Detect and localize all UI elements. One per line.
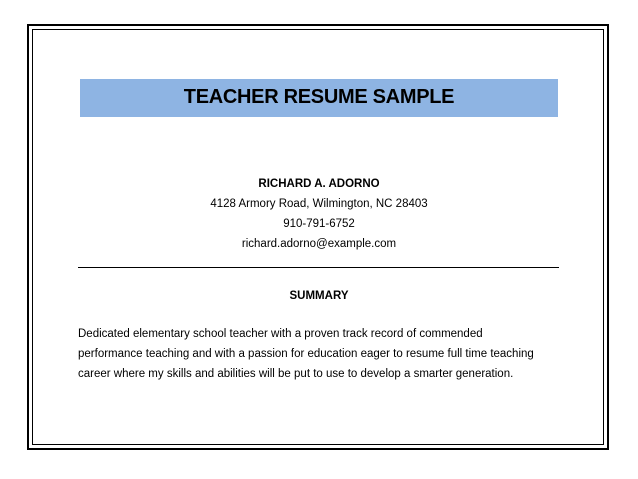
contact-phone: 910-791-6752 — [283, 218, 355, 230]
resume-title: TEACHER RESUME SAMPLE — [183, 86, 455, 108]
contact-address: 4128 Armory Road, Wilmington, NC 28403 — [210, 198, 428, 210]
summary-text: Dedicated elementary school teacher with a proven track record of commended performance teaching and with a passion for education eager to resume full time teaching career where my skills and abilities will be put to use to develop a smarter generation. — [78, 328, 534, 380]
contact-name: RICHARD A. ADORNO — [258, 178, 380, 190]
summary-heading: SUMMARY — [289, 290, 349, 302]
contact-email: richard.adorno@example.com — [241, 238, 397, 250]
section-divider — [78, 267, 559, 268]
contact-block — [80, 174, 558, 254]
